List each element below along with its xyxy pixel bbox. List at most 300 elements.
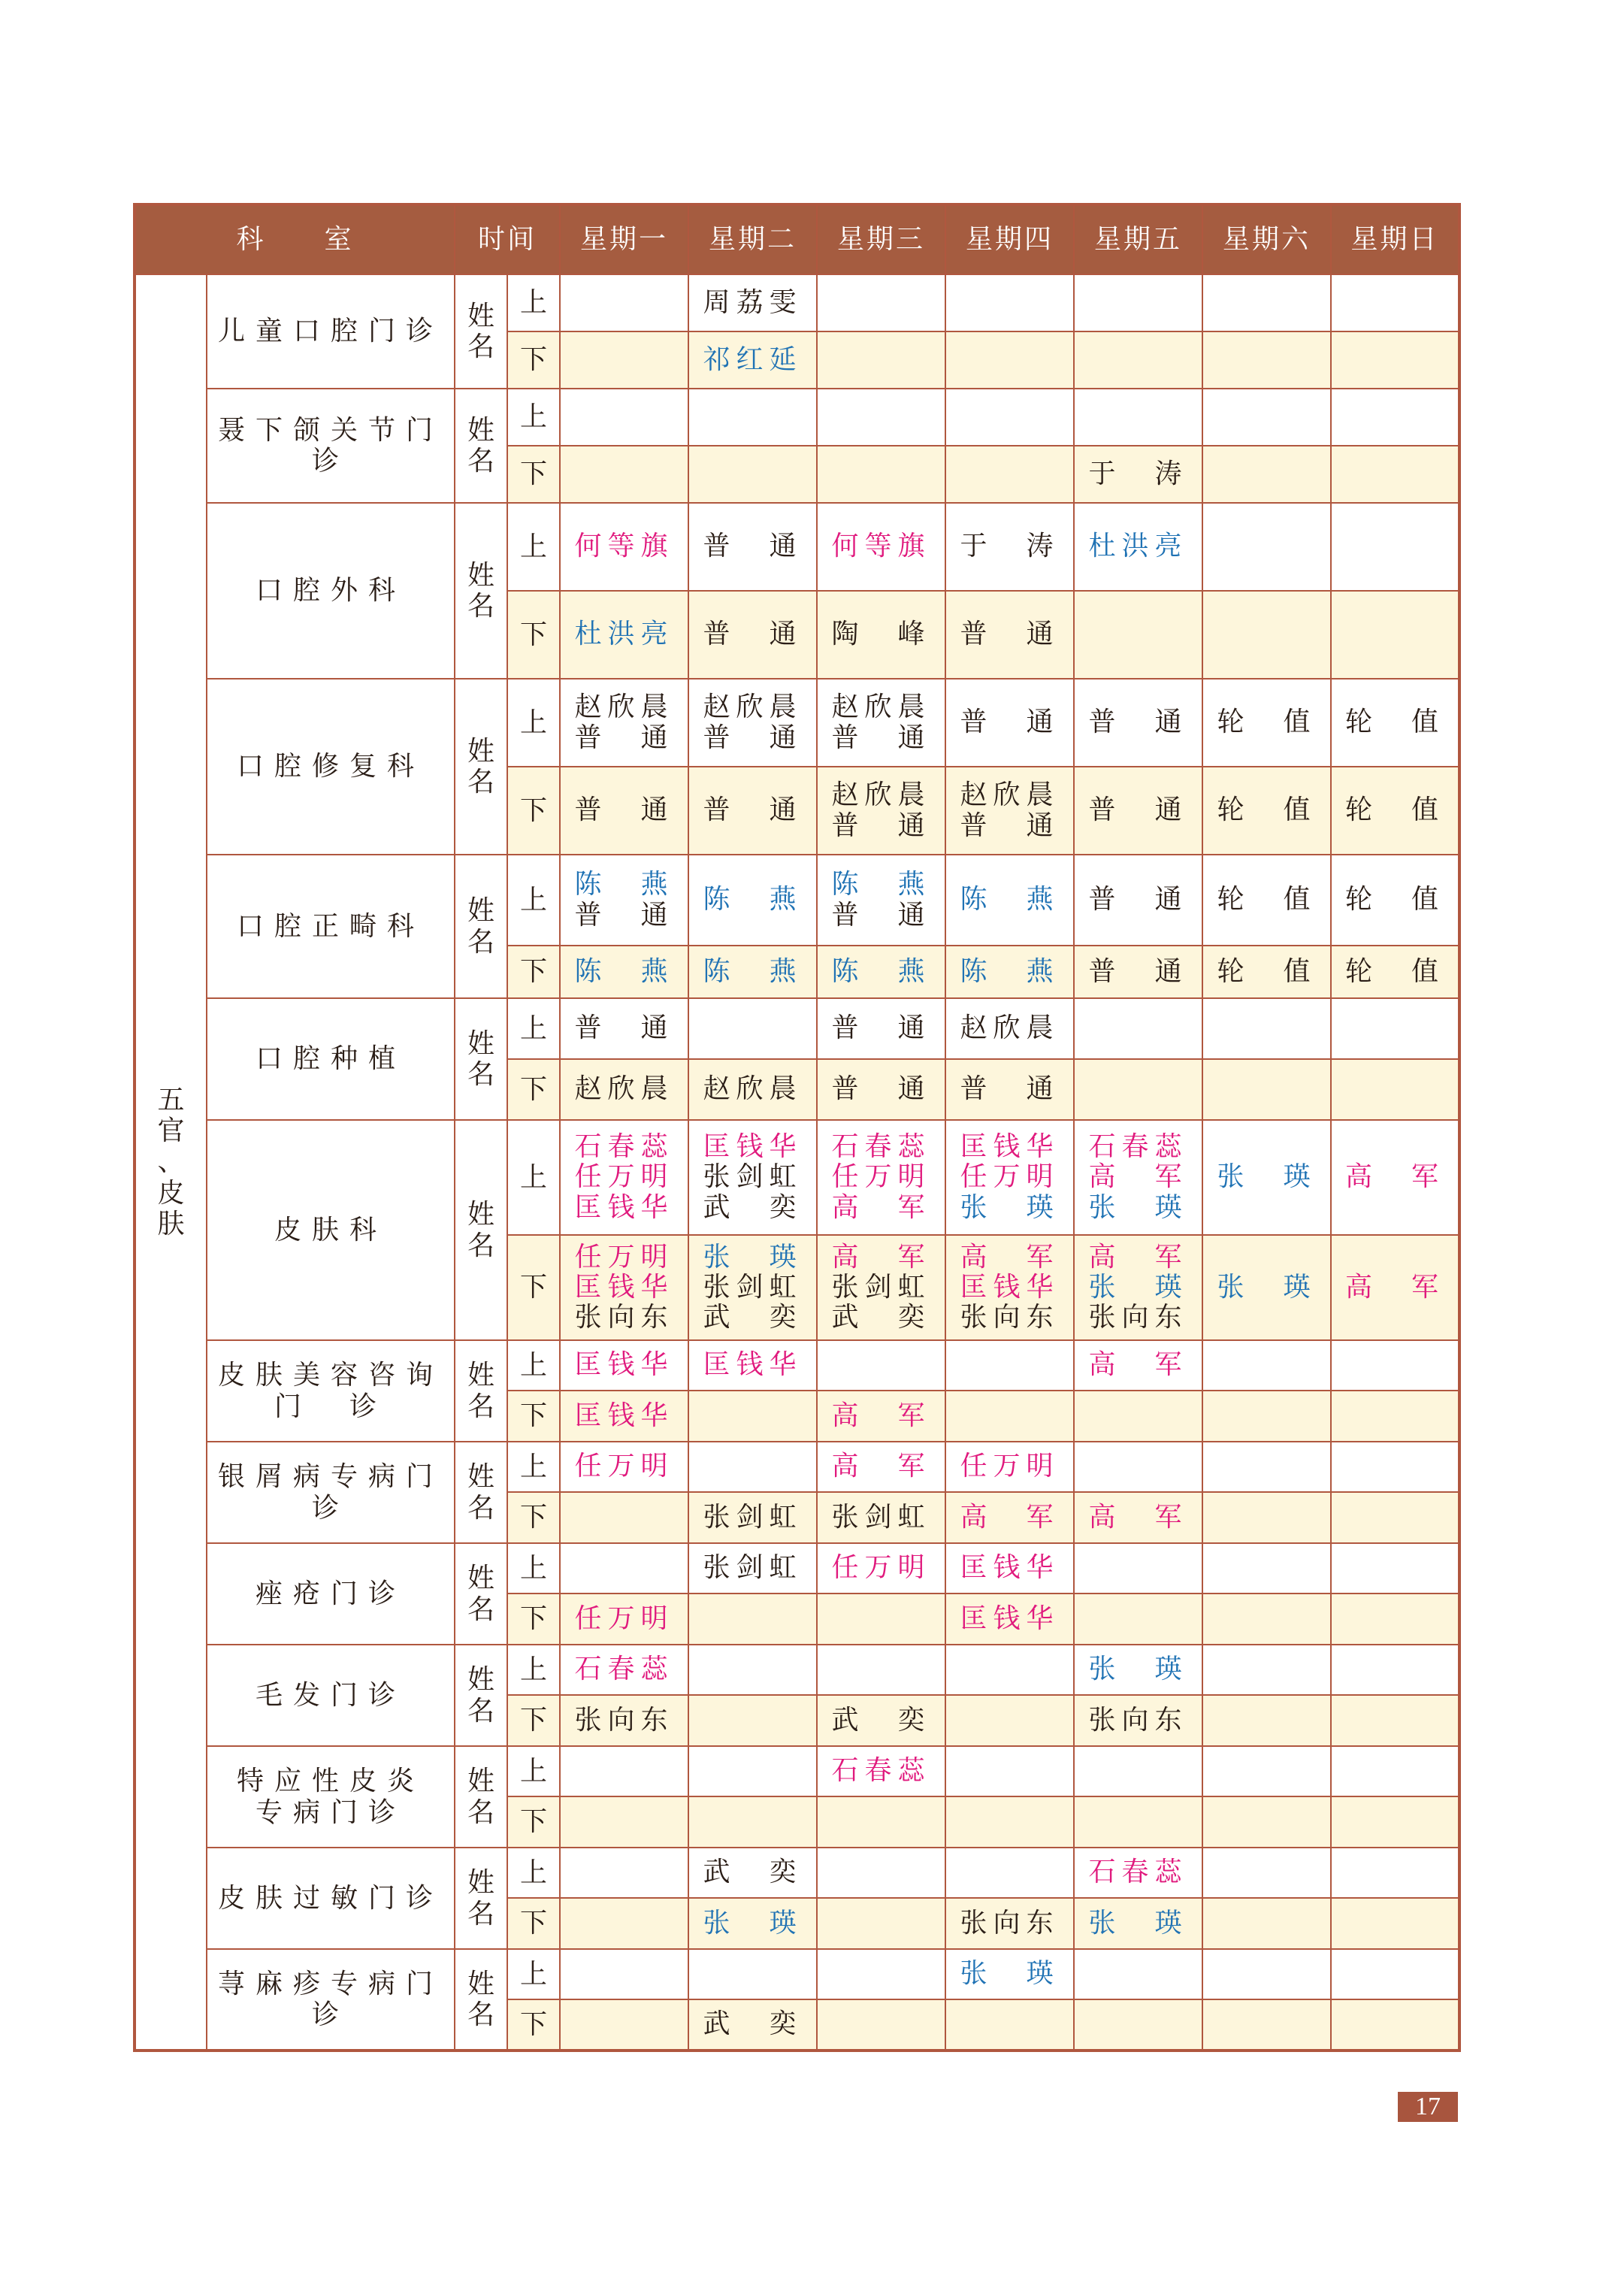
schedule-cell — [1331, 1999, 1459, 2051]
schedule-cell — [1202, 446, 1331, 503]
name-label-char: 名 — [467, 767, 495, 798]
afternoon-label: 下 — [507, 1695, 560, 1746]
doctor-name: 周荔雯 — [703, 286, 803, 318]
afternoon-label: 下 — [507, 1999, 560, 2051]
doctor-name: 武 奕 — [831, 1704, 931, 1736]
name-label-char: 姓 — [467, 735, 495, 767]
morning-label: 上 — [507, 1543, 560, 1594]
schedule-cell — [1331, 331, 1459, 389]
schedule-cell — [1074, 767, 1202, 855]
schedule-cell — [817, 767, 945, 855]
doctor-name: 赵欣晨 — [574, 1073, 674, 1105]
name-label-char: 姓 — [467, 559, 495, 591]
doctor-name: 普 通 — [574, 722, 674, 753]
doctor-name: 武 奕 — [703, 1191, 803, 1223]
schedule-cell — [1202, 679, 1331, 767]
group-label-char: 皮 — [157, 1177, 185, 1209]
afternoon-label: 下 — [507, 1391, 560, 1442]
name-label — [455, 1746, 507, 1848]
schedule-cell — [1331, 946, 1459, 998]
schedule-cell — [945, 946, 1074, 998]
schedule-cell — [688, 274, 817, 331]
schedule-cell — [560, 767, 688, 855]
afternoon-label: 下 — [507, 1898, 560, 1949]
doctor-name: 赵欣晨 — [703, 1073, 803, 1105]
morning-label: 上 — [507, 1120, 560, 1235]
schedule-cell — [688, 855, 817, 946]
schedule-cell — [560, 1442, 688, 1492]
doctor-name: 张 瑛 — [703, 1907, 803, 1939]
doctor-name: 高 军 — [831, 1400, 931, 1431]
doctor-name: 张 瑛 — [703, 1241, 803, 1273]
doctor-name: 普 通 — [703, 722, 803, 753]
schedule-cell — [945, 591, 1074, 679]
name-label-char: 姓 — [467, 414, 495, 446]
schedule-cell — [1202, 1999, 1331, 2051]
doctor-name: 普 通 — [960, 619, 1060, 650]
schedule-cell — [817, 446, 945, 503]
schedule-cell — [560, 855, 688, 946]
schedule-cell — [945, 767, 1074, 855]
doctor-name: 普 通 — [1088, 707, 1188, 738]
department-name-line: 皮肤美容咨询 — [218, 1360, 444, 1391]
schedule-cell — [688, 1594, 817, 1645]
schedule-cell — [817, 1796, 945, 1848]
schedule-cell — [560, 679, 688, 767]
schedule-cell — [817, 1391, 945, 1442]
doctor-name: 赵欣晨 — [574, 692, 674, 723]
schedule-cell — [560, 331, 688, 389]
schedule-cell — [1074, 1120, 1202, 1235]
schedule-cell — [688, 503, 817, 591]
schedule-cell — [560, 503, 688, 591]
group-label-char: 肤 — [157, 1209, 185, 1240]
schedule-cell — [1074, 1340, 1202, 1391]
schedule-body — [135, 274, 1459, 2051]
group-label-char: 五 — [157, 1084, 185, 1115]
schedule-cell — [945, 1746, 1074, 1796]
schedule-cell — [1074, 1999, 1202, 2051]
schedule-cell — [1074, 1492, 1202, 1543]
doctor-name: 武 奕 — [703, 2008, 803, 2040]
schedule-cell — [817, 1543, 945, 1594]
doctor-name: 张 瑛 — [1088, 1271, 1188, 1303]
name-label-char: 名 — [467, 1059, 495, 1090]
name-label-char: 名 — [467, 446, 495, 477]
name-label-char: 姓 — [467, 895, 495, 927]
schedule-cell — [817, 1594, 945, 1645]
doctor-name: 普 通 — [831, 1073, 931, 1105]
name-label-char: 名 — [467, 1695, 495, 1727]
afternoon-label: 下 — [507, 591, 560, 679]
department-name — [207, 1120, 455, 1340]
schedule-cell — [560, 389, 688, 446]
doctor-name: 何等旗 — [574, 531, 674, 562]
doctor-name: 赵欣晨 — [960, 779, 1060, 811]
department-name — [207, 1442, 455, 1543]
doctor-name: 张 瑛 — [1217, 1271, 1317, 1303]
doctor-name: 匡钱华 — [960, 1131, 1060, 1163]
schedule-cell — [1331, 1645, 1459, 1695]
schedule-cell — [1331, 1796, 1459, 1848]
afternoon-label: 下 — [507, 1059, 560, 1120]
schedule-cell — [560, 946, 688, 998]
doctor-name: 石春蕊 — [1088, 1857, 1188, 1888]
schedule-cell — [1202, 1594, 1331, 1645]
schedule-cell — [1074, 1645, 1202, 1695]
header-day: 星期一 — [560, 204, 688, 274]
schedule-cell — [1331, 855, 1459, 946]
name-label-char: 姓 — [467, 300, 495, 331]
doctor-name: 武 奕 — [703, 1302, 803, 1333]
doctor-name: 普 通 — [703, 619, 803, 650]
group-label-char: 、 — [157, 1146, 185, 1178]
schedule-cell — [1074, 1746, 1202, 1796]
schedule-cell — [1202, 1340, 1331, 1391]
schedule-cell — [560, 591, 688, 679]
header-day: 星期五 — [1074, 204, 1202, 274]
schedule-cell — [817, 1848, 945, 1898]
schedule-cell — [1202, 389, 1331, 446]
department-name-line: 荨麻疹专病门诊 — [218, 1968, 444, 2030]
schedule-row — [135, 1340, 1459, 1391]
department-name-line: 皮肤过敏门诊 — [218, 1882, 444, 1914]
doctor-name: 陶 峰 — [831, 619, 931, 650]
doctor-name: 任万明 — [960, 1161, 1060, 1193]
doctor-name: 高 军 — [1345, 1271, 1445, 1303]
doctor-name: 陈 燕 — [960, 955, 1060, 987]
schedule-cell — [688, 1340, 817, 1391]
schedule-cell — [817, 1695, 945, 1746]
schedule-cell — [1074, 998, 1202, 1059]
schedule-cell — [688, 1059, 817, 1120]
doctor-name: 轮 值 — [1345, 794, 1445, 826]
schedule-cell — [817, 1492, 945, 1543]
doctor-name: 匡钱华 — [574, 1400, 674, 1431]
name-label-char: 名 — [467, 1796, 495, 1828]
doctor-name: 高 军 — [1088, 1241, 1188, 1273]
schedule-cell — [1331, 679, 1459, 767]
schedule-cell — [945, 1898, 1074, 1949]
doctor-name: 张剑虹 — [703, 1501, 803, 1533]
afternoon-label: 下 — [507, 446, 560, 503]
header-day: 星期二 — [688, 204, 817, 274]
department-name-line: 口腔外科 — [256, 575, 407, 607]
schedule-cell — [688, 1120, 817, 1235]
schedule-cell — [945, 1059, 1074, 1120]
schedule-cell — [688, 946, 817, 998]
schedule-cell — [1202, 998, 1331, 1059]
schedule-cell — [688, 1645, 817, 1695]
doctor-name: 于 涛 — [1088, 458, 1188, 489]
schedule-cell — [945, 503, 1074, 591]
morning-label: 上 — [507, 503, 560, 591]
schedule-cell — [1331, 446, 1459, 503]
schedule-cell — [1331, 1120, 1459, 1235]
morning-label: 上 — [507, 1442, 560, 1492]
name-label — [455, 1645, 507, 1746]
department-name-line: 儿童口腔门诊 — [218, 316, 444, 347]
schedule-cell — [817, 946, 945, 998]
name-label — [455, 503, 507, 679]
name-label-char: 名 — [467, 1391, 495, 1422]
doctor-name: 普 通 — [703, 531, 803, 562]
schedule-cell — [560, 1594, 688, 1645]
header-day: 星期四 — [945, 204, 1074, 274]
doctor-name: 陈 燕 — [831, 955, 931, 987]
doctor-name: 普 通 — [960, 810, 1060, 841]
schedule-cell — [560, 1949, 688, 1999]
schedule-cell — [688, 1848, 817, 1898]
schedule-cell — [817, 1746, 945, 1796]
doctor-name: 普 通 — [574, 899, 674, 931]
department-name-line: 专病门诊 — [256, 1796, 407, 1828]
doctor-name: 张 瑛 — [960, 1958, 1060, 1990]
schedule-cell — [817, 1898, 945, 1949]
schedule-cell — [1074, 274, 1202, 331]
name-label — [455, 1340, 507, 1442]
name-label — [455, 855, 507, 998]
schedule-cell — [688, 1442, 817, 1492]
schedule-cell — [1331, 1949, 1459, 1999]
schedule-cell — [1202, 591, 1331, 679]
schedule-cell — [1202, 1059, 1331, 1120]
doctor-name: 高 军 — [1088, 1501, 1188, 1533]
name-label — [455, 1848, 507, 1949]
doctor-name: 任万明 — [831, 1161, 931, 1193]
schedule-cell — [945, 1492, 1074, 1543]
schedule-cell — [1331, 591, 1459, 679]
doctor-name: 张剑虹 — [703, 1161, 803, 1193]
department-name — [207, 998, 455, 1120]
doctor-name: 石春蕊 — [574, 1131, 674, 1163]
schedule-cell — [688, 1235, 817, 1340]
doctor-name: 匡钱华 — [574, 1271, 674, 1303]
schedule-cell — [945, 1645, 1074, 1695]
schedule-cell — [560, 1235, 688, 1340]
schedule-cell — [945, 1848, 1074, 1898]
schedule-row — [135, 855, 1459, 946]
department-name — [207, 1949, 455, 2051]
department-name — [207, 274, 455, 389]
doctor-name: 高 军 — [1345, 1161, 1445, 1193]
department-name-line: 口腔正畸科 — [237, 910, 425, 942]
schedule-cell — [560, 998, 688, 1059]
doctor-name: 普 通 — [1088, 794, 1188, 826]
name-label-char: 名 — [467, 926, 495, 958]
doctor-name: 张剑虹 — [831, 1501, 931, 1533]
doctor-name: 于 涛 — [960, 531, 1060, 562]
doctor-name: 武 奕 — [703, 1857, 803, 1888]
schedule-row — [135, 1848, 1459, 1898]
schedule-cell — [945, 274, 1074, 331]
name-label — [455, 1949, 507, 2051]
doctor-name: 普 通 — [831, 810, 931, 841]
doctor-name: 陈 燕 — [574, 955, 674, 987]
header-day: 星期日 — [1331, 204, 1459, 274]
schedule-cell — [1331, 1235, 1459, 1340]
schedule-cell — [1331, 1340, 1459, 1391]
morning-label: 上 — [507, 1340, 560, 1391]
doctor-name: 石春蕊 — [831, 1755, 931, 1787]
schedule-cell — [817, 998, 945, 1059]
name-label-char: 姓 — [467, 1664, 495, 1696]
doctor-name: 匡钱华 — [960, 1552, 1060, 1584]
schedule-cell — [945, 1391, 1074, 1442]
schedule-row — [135, 503, 1459, 591]
schedule-cell — [1202, 1695, 1331, 1746]
schedule-cell — [817, 591, 945, 679]
afternoon-label: 下 — [507, 1492, 560, 1543]
morning-label: 上 — [507, 855, 560, 946]
department-name — [207, 1746, 455, 1848]
name-label — [455, 1120, 507, 1340]
schedule-cell — [1074, 1848, 1202, 1898]
name-label-char: 姓 — [467, 1563, 495, 1594]
schedule-cell — [1074, 1391, 1202, 1442]
name-label-char: 名 — [467, 1898, 495, 1929]
schedule-cell — [945, 1594, 1074, 1645]
doctor-name: 张剑虹 — [831, 1271, 931, 1303]
schedule-cell — [1202, 1848, 1331, 1898]
name-label — [455, 998, 507, 1120]
schedule-cell — [1331, 1848, 1459, 1898]
schedule-cell — [560, 1120, 688, 1235]
schedule-cell — [560, 1898, 688, 1949]
schedule-cell — [1074, 1949, 1202, 1999]
name-label-char: 姓 — [467, 1199, 495, 1230]
schedule-cell — [817, 274, 945, 331]
schedule-cell — [688, 1492, 817, 1543]
schedule-cell — [560, 1746, 688, 1796]
schedule-cell — [945, 1949, 1074, 1999]
schedule-row — [135, 1543, 1459, 1594]
doctor-name: 轮 值 — [1345, 884, 1445, 916]
schedule-cell — [688, 1949, 817, 1999]
doctor-name: 高 军 — [960, 1501, 1060, 1533]
afternoon-label: 下 — [507, 1796, 560, 1848]
schedule-cell — [1331, 1492, 1459, 1543]
doctor-name: 高 军 — [831, 1451, 931, 1482]
doctor-name: 赵欣晨 — [703, 692, 803, 723]
schedule-cell — [817, 1059, 945, 1120]
department-name — [207, 1848, 455, 1949]
department-name — [207, 503, 455, 679]
doctor-name: 轮 值 — [1217, 955, 1317, 987]
doctor-name: 陈 燕 — [703, 884, 803, 916]
schedule-cell — [1331, 389, 1459, 446]
morning-label: 上 — [507, 1645, 560, 1695]
schedule-row — [135, 1746, 1459, 1796]
name-label-char: 名 — [467, 1594, 495, 1625]
schedule-cell — [1331, 1059, 1459, 1120]
doctor-name: 赵欣晨 — [831, 779, 931, 811]
doctor-name: 张向东 — [574, 1302, 674, 1333]
schedule-cell — [1074, 1695, 1202, 1746]
doctor-name: 轮 值 — [1217, 707, 1317, 738]
name-label-char: 姓 — [467, 1867, 495, 1899]
doctor-name: 武 奕 — [831, 1302, 931, 1333]
schedule-cell — [945, 1543, 1074, 1594]
department-name — [207, 1340, 455, 1442]
department-name — [207, 389, 455, 503]
doctor-name: 普 通 — [960, 707, 1060, 738]
doctor-name: 张 瑛 — [1088, 1907, 1188, 1939]
doctor-name: 张向东 — [574, 1704, 674, 1736]
schedule-cell — [945, 855, 1074, 946]
doctor-name: 任万明 — [574, 1241, 674, 1273]
schedule-cell — [1074, 855, 1202, 946]
schedule-cell — [688, 331, 817, 389]
schedule-cell — [945, 1999, 1074, 2051]
schedule-cell — [1331, 1543, 1459, 1594]
schedule-cell — [1331, 1594, 1459, 1645]
schedule-cell — [1331, 503, 1459, 591]
name-label-char: 姓 — [467, 1360, 495, 1391]
doctor-name: 张 瑛 — [1217, 1161, 1317, 1193]
doctor-name: 何等旗 — [831, 531, 931, 562]
doctor-name: 陈 燕 — [960, 884, 1060, 916]
doctor-name: 普 通 — [831, 899, 931, 931]
schedule-table — [133, 203, 1461, 2052]
schedule-cell — [560, 1796, 688, 1848]
doctor-name: 匡钱华 — [574, 1349, 674, 1381]
schedule-cell — [560, 446, 688, 503]
doctor-name: 高 军 — [1088, 1161, 1188, 1193]
doctor-name: 普 通 — [1088, 955, 1188, 987]
schedule-cell — [688, 998, 817, 1059]
schedule-cell — [817, 1442, 945, 1492]
doctor-name: 普 通 — [960, 1073, 1060, 1105]
doctor-name: 张向东 — [960, 1907, 1060, 1939]
schedule-cell — [945, 679, 1074, 767]
morning-label: 上 — [507, 389, 560, 446]
doctor-name: 匡钱华 — [960, 1271, 1060, 1303]
schedule-cell — [1202, 1746, 1331, 1796]
name-label — [455, 274, 507, 389]
schedule-cell — [1331, 1898, 1459, 1949]
department-name-line: 皮肤科 — [274, 1214, 388, 1245]
schedule-cell — [945, 331, 1074, 389]
schedule-cell — [817, 503, 945, 591]
name-label-char: 名 — [467, 1999, 495, 2030]
department-name-line: 痤疮门诊 — [256, 1578, 407, 1609]
schedule-cell — [945, 1442, 1074, 1492]
schedule-cell — [1074, 446, 1202, 503]
schedule-cell — [1331, 1391, 1459, 1442]
doctor-name: 祁红延 — [703, 344, 803, 375]
name-label-char: 名 — [467, 1230, 495, 1261]
schedule-cell — [688, 679, 817, 767]
doctor-name: 杜洪亮 — [574, 619, 674, 650]
schedule-cell — [1202, 767, 1331, 855]
department-name — [207, 855, 455, 998]
schedule-cell — [1202, 1898, 1331, 1949]
schedule-cell — [1074, 1442, 1202, 1492]
schedule-cell — [1202, 1949, 1331, 1999]
schedule-cell — [1331, 1746, 1459, 1796]
department-name-line: 口腔修复科 — [237, 751, 425, 782]
schedule-cell — [817, 679, 945, 767]
schedule-cell — [688, 767, 817, 855]
doctor-name: 高 军 — [1088, 1349, 1188, 1381]
schedule-cell — [1202, 1120, 1331, 1235]
department-name-line: 聂下颌关节门诊 — [218, 414, 444, 477]
afternoon-label: 下 — [507, 331, 560, 389]
schedule-cell — [688, 1695, 817, 1746]
doctor-name: 普 通 — [574, 1012, 674, 1044]
schedule-cell — [688, 1543, 817, 1594]
